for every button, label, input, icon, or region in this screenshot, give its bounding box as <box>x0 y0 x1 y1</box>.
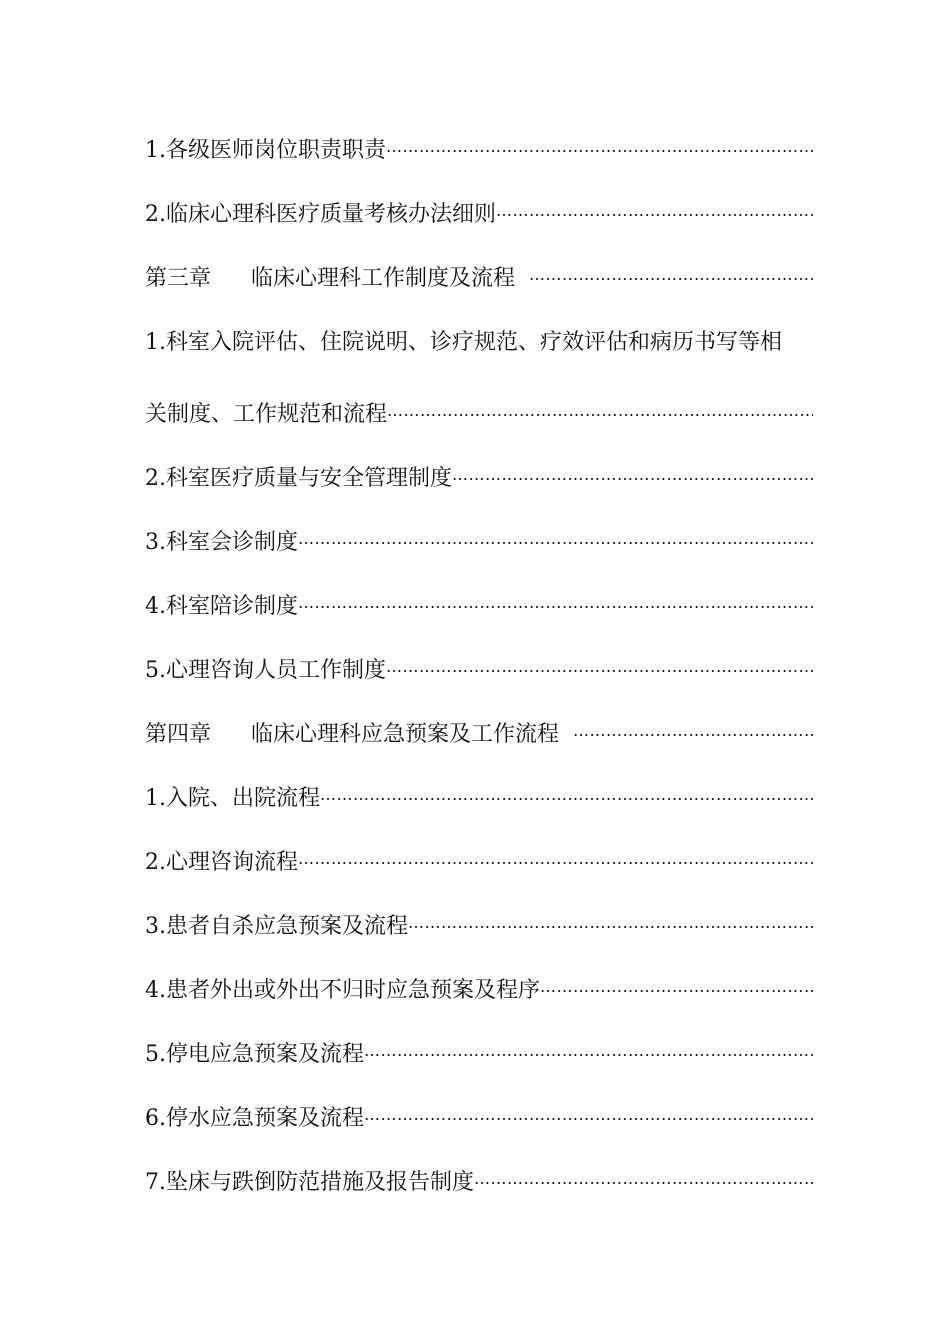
toc-entry[interactable] <box>145 1096 825 1160</box>
toc-chapter-title: 临床心理科工作制度及流程 <box>251 266 516 291</box>
toc-entry-label: 3.患者自杀应急预案及流程 <box>145 914 408 939</box>
toc-leader-dots <box>452 456 813 498</box>
toc-leader-dots <box>386 128 813 170</box>
toc-entry[interactable] <box>145 840 825 904</box>
toc-leader-dots <box>573 712 813 754</box>
toc-chapter-entry[interactable] <box>145 256 825 320</box>
toc-entry-label: 2.临床心理科医疗质量考核办法细则 <box>145 202 496 227</box>
toc-entry-label: 7.坠床与跌倒防范措施及报告制度 <box>145 1170 474 1195</box>
toc-entry-label: 关制度、工作规范和流程 <box>145 402 388 427</box>
toc-chapter-title: 临床心理科应急预案及工作流程 <box>251 722 560 747</box>
toc-entry-label: 1.入院、出院流程 <box>145 786 320 811</box>
toc-leader-dots <box>408 904 813 946</box>
toc-entry[interactable] <box>145 584 825 648</box>
table-of-contents <box>145 128 825 1224</box>
toc-chapter-entry[interactable] <box>145 712 825 776</box>
toc-entry-label: 5.停电应急预案及流程 <box>145 1042 364 1067</box>
toc-entry[interactable] <box>145 192 825 256</box>
toc-chapter-heading <box>145 712 559 758</box>
toc-leader-dots <box>540 968 813 1010</box>
toc-entry-label: 3.科室会诊制度 <box>145 530 298 555</box>
toc-entry-label: 2.心理咨询流程 <box>145 850 298 875</box>
toc-leader-dots <box>474 1160 813 1202</box>
toc-entry[interactable] <box>145 320 825 392</box>
toc-entry[interactable] <box>145 968 825 1032</box>
toc-entry[interactable] <box>145 776 825 840</box>
toc-leader-dots <box>320 776 813 818</box>
toc-entry[interactable] <box>145 904 825 968</box>
toc-leader-dots <box>298 840 813 882</box>
toc-entry-label: 1.各级医师岗位职责职责 <box>145 138 386 163</box>
toc-leader-dots <box>529 256 813 298</box>
toc-entry-label: 5.心理咨询人员工作制度 <box>145 658 386 683</box>
toc-leader-dots <box>387 392 813 434</box>
toc-entry-label: 4.患者外出或外出不归时应急预案及程序 <box>145 978 540 1003</box>
toc-entry[interactable] <box>145 520 825 584</box>
toc-entry-continuation[interactable] <box>145 392 825 456</box>
toc-entry[interactable] <box>145 1160 825 1224</box>
toc-entry[interactable] <box>145 648 825 712</box>
toc-leader-dots <box>386 648 813 690</box>
toc-leader-dots <box>298 520 813 562</box>
toc-leader-dots <box>496 192 813 234</box>
toc-chapter-number: 第三章 <box>145 266 212 291</box>
toc-entry[interactable] <box>145 1032 825 1096</box>
toc-entry-label: 1.科室入院评估、住院说明、诊疗规范、疗效评估和病历书写等相 <box>145 330 782 355</box>
toc-entry-label: 2.科室医疗质量与安全管理制度 <box>145 466 452 491</box>
toc-entry-label: 4.科室陪诊制度 <box>145 594 298 619</box>
toc-chapter-heading <box>145 256 515 302</box>
toc-entry[interactable] <box>145 128 825 192</box>
toc-entry-label: 6.停水应急预案及流程 <box>145 1106 364 1131</box>
toc-entry[interactable] <box>145 456 825 520</box>
toc-leader-dots <box>298 584 813 626</box>
toc-chapter-number: 第四章 <box>145 722 212 747</box>
toc-leader-dots <box>364 1096 813 1138</box>
toc-leader-dots <box>364 1032 813 1074</box>
